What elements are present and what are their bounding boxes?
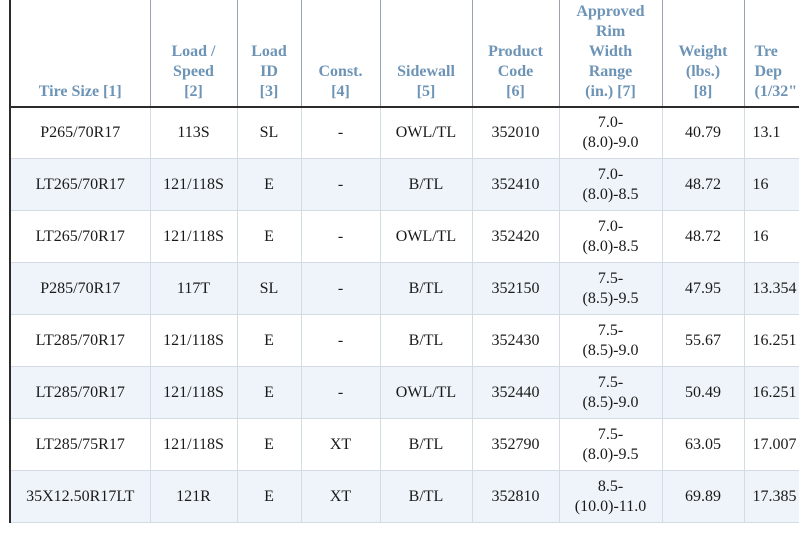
column-header-line: Range [588, 62, 633, 80]
cell-load-id: SL [237, 107, 301, 159]
column-header-load-speed [150, 0, 237, 107]
cell-load-id: E [237, 211, 301, 263]
column-header-line: Code [497, 62, 534, 80]
column-header-line: [6] [506, 82, 525, 100]
column-header-line: Tre [754, 42, 778, 60]
column-header-line: ID [260, 62, 278, 80]
cell-tread-depth [744, 419, 799, 471]
rim-range-line: (8.5)-9.0 [582, 393, 639, 411]
rim-range-line: 7.0- [597, 217, 624, 235]
table-row [10, 315, 799, 367]
cell-construction: - [301, 263, 380, 315]
cell-tire-size: LT285/70R17 [10, 367, 150, 419]
cell-weight: 47.95 [662, 263, 744, 315]
tread-depth-value: 13.1 [752, 123, 781, 141]
cell-tread-depth [744, 263, 799, 315]
cell-weight: 50.49 [662, 367, 744, 419]
cell-load-id: SL [237, 263, 301, 315]
cell-product-code: 352440 [472, 367, 559, 419]
rim-range-line: (8.5)-9.0 [582, 341, 639, 359]
cell-product-code: 352010 [472, 107, 559, 159]
cell-load-id: E [237, 471, 301, 523]
cell-rim-width-range [559, 315, 662, 367]
cell-product-code: 352420 [472, 211, 559, 263]
tread-depth-value: 16 [752, 227, 769, 245]
rim-range-line: (8.0)-8.5 [582, 185, 639, 203]
cell-tread-depth [744, 367, 799, 419]
cell-tire-size: P265/70R17 [10, 107, 150, 159]
rim-range-line: 7.5- [597, 321, 624, 339]
cell-load-speed: 117T [150, 263, 237, 315]
cell-construction: - [301, 315, 380, 367]
cell-product-code: 352150 [472, 263, 559, 315]
cell-tread-depth [744, 159, 799, 211]
column-header-line: Product [488, 42, 543, 60]
cell-load-speed: 121/118S [150, 315, 237, 367]
tread-depth-value: 13.354 [752, 279, 797, 297]
column-header-line: Speed [173, 62, 214, 80]
cell-load-id: E [237, 367, 301, 419]
cell-weight: 63.05 [662, 419, 744, 471]
column-header-line: [2] [184, 82, 203, 100]
tread-depth-value: 16.251 [752, 383, 797, 401]
cell-load-id: E [237, 315, 301, 367]
column-header-line: [5] [416, 82, 436, 100]
cell-sidewall: B/TL [380, 263, 472, 315]
table-row [10, 367, 799, 419]
table-body [10, 107, 799, 523]
cell-tread-depth [744, 211, 799, 263]
tread-depth-value: 17.007 [752, 435, 797, 453]
column-header-line: [4] [331, 82, 350, 100]
cell-rim-width-range [559, 263, 662, 315]
column-header-line: Tire Size [1] [38, 82, 122, 100]
column-header-line: Load [251, 42, 287, 60]
column-header-line: [3] [259, 82, 279, 100]
cell-load-speed: 121/118S [150, 419, 237, 471]
column-header-line: (in.) [7] [585, 82, 636, 100]
cell-tire-size: P285/70R17 [10, 263, 150, 315]
cell-product-code: 352810 [472, 471, 559, 523]
cell-sidewall: OWL/TL [380, 211, 472, 263]
cell-tire-size: LT285/70R17 [10, 315, 150, 367]
cell-tread-depth [744, 315, 799, 367]
cell-construction: - [301, 367, 380, 419]
cell-load-speed: 121/118S [150, 159, 237, 211]
cell-tire-size: LT265/70R17 [10, 159, 150, 211]
column-header-line: Approved [576, 2, 645, 20]
rim-range-line: 7.5- [597, 425, 624, 443]
column-header-product-code [472, 0, 559, 107]
table-row [10, 419, 799, 471]
cell-construction: - [301, 211, 380, 263]
column-header-line: Load / [171, 42, 216, 60]
cell-tire-size: 35X12.50R17LT [10, 471, 150, 523]
column-header-sidewall [380, 0, 472, 107]
table-row [10, 471, 799, 523]
cell-sidewall: B/TL [380, 419, 472, 471]
column-header-line: (lbs.) [685, 62, 721, 80]
cell-rim-width-range [559, 107, 662, 159]
cell-load-id: E [237, 419, 301, 471]
column-header-line: Width [588, 42, 633, 60]
rim-range-line: 7.0- [597, 165, 624, 183]
rim-range-line: 8.5- [597, 477, 624, 495]
rim-range-line: 7.0- [597, 113, 624, 131]
cell-load-speed: 121/118S [150, 211, 237, 263]
cell-load-speed: 121R [150, 471, 237, 523]
rim-range-line: (8.0)-8.5 [582, 237, 639, 255]
cell-weight: 48.72 [662, 159, 744, 211]
cell-construction: XT [301, 471, 380, 523]
cell-weight: 69.89 [662, 471, 744, 523]
column-header-tread-depth [744, 0, 799, 107]
column-header-line: (1/32" [754, 82, 798, 100]
cell-load-speed: 121/118S [150, 367, 237, 419]
cell-construction: - [301, 107, 380, 159]
cell-sidewall: B/TL [380, 471, 472, 523]
column-header-line: Const. [318, 62, 363, 80]
table-row [10, 263, 799, 315]
cell-construction: - [301, 159, 380, 211]
column-header-construction [301, 0, 380, 107]
cell-sidewall: OWL/TL [380, 367, 472, 419]
rim-range-line: 7.5- [597, 269, 624, 287]
column-header-line: Sidewall [397, 62, 455, 80]
column-header-line: [8] [693, 82, 713, 100]
column-header-line: Weight [678, 42, 728, 60]
cell-load-id: E [237, 159, 301, 211]
column-header-load-id [237, 0, 301, 107]
rim-range-line: (8.0)-9.5 [582, 445, 639, 463]
cell-tire-size: LT265/70R17 [10, 211, 150, 263]
tread-depth-value: 17.385 [752, 487, 797, 505]
column-header-weight [662, 0, 744, 107]
cell-tire-size: LT285/75R17 [10, 419, 150, 471]
cell-product-code: 352430 [472, 315, 559, 367]
rim-range-line: (8.0)-9.0 [582, 133, 639, 151]
column-header-line: Rim [595, 22, 626, 40]
cell-tread-depth [744, 107, 799, 159]
column-header-tire-size [10, 0, 150, 107]
tread-depth-value: 16 [752, 175, 769, 193]
cell-rim-width-range [559, 211, 662, 263]
table-row [10, 159, 799, 211]
table-row [10, 211, 799, 263]
tire-spec-table [9, 0, 799, 523]
cell-rim-width-range [559, 471, 662, 523]
cell-sidewall: B/TL [380, 315, 472, 367]
cell-load-speed: 113S [150, 107, 237, 159]
cell-construction: XT [301, 419, 380, 471]
cell-weight: 55.67 [662, 315, 744, 367]
cell-sidewall: B/TL [380, 159, 472, 211]
cell-weight: 40.79 [662, 107, 744, 159]
cell-product-code: 352410 [472, 159, 559, 211]
column-header-line: Dep [754, 62, 783, 80]
cell-tread-depth [744, 471, 799, 523]
cell-weight: 48.72 [662, 211, 744, 263]
rim-range-line: (8.5)-9.5 [582, 289, 639, 307]
cell-product-code: 352790 [472, 419, 559, 471]
header-row [10, 0, 799, 107]
tread-depth-value: 16.251 [752, 331, 797, 349]
rim-range-line: (10.0)-11.0 [574, 497, 647, 515]
cell-rim-width-range [559, 159, 662, 211]
cell-rim-width-range [559, 419, 662, 471]
cell-sidewall: OWL/TL [380, 107, 472, 159]
column-header-rim-width-range [559, 0, 662, 107]
cell-rim-width-range [559, 367, 662, 419]
table-row [10, 107, 799, 159]
rim-range-line: 7.5- [597, 373, 624, 391]
